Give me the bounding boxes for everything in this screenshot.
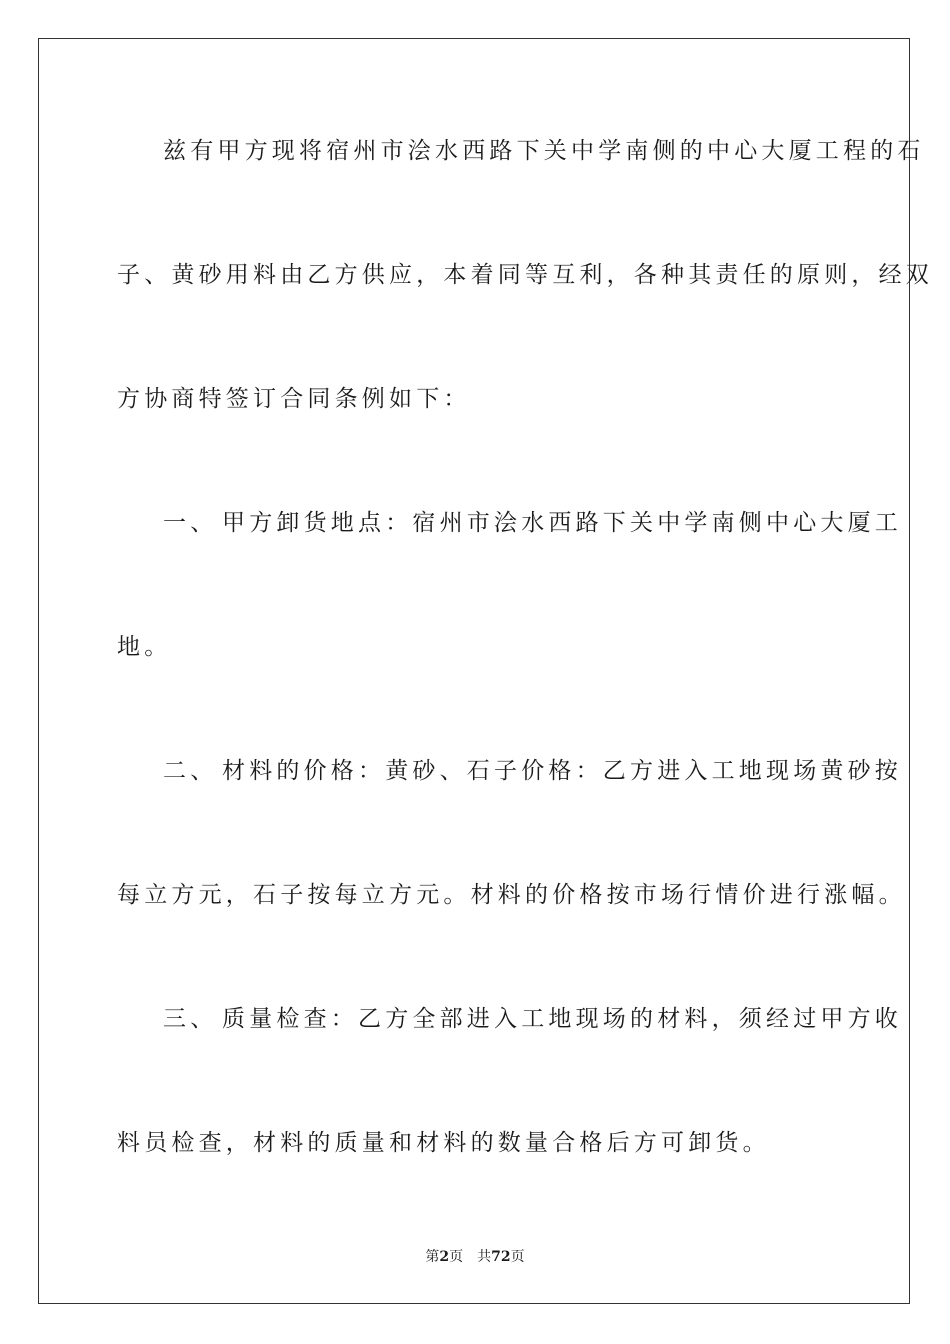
clause-number: 一、 bbox=[163, 510, 218, 536]
paragraph-intro-line-1 bbox=[117, 136, 925, 166]
clause-3-line-1 bbox=[117, 1004, 902, 1034]
total-suffix: 页 bbox=[510, 1249, 525, 1265]
text-line: 甲方卸货地点：宿州市浍水西路下关中学南侧中心大厦工 bbox=[222, 510, 902, 536]
paragraph-intro-line-2 bbox=[117, 260, 933, 290]
clause-2-line-2 bbox=[117, 880, 906, 910]
page-suffix: 页 bbox=[449, 1249, 464, 1265]
total-pages: 72 bbox=[491, 1249, 511, 1265]
clause-number: 二、 bbox=[163, 758, 218, 784]
paragraph-intro-line-3 bbox=[117, 384, 833, 414]
text-line: 质量检查：乙方全部进入工地现场的材料，须经过甲方收 bbox=[222, 1006, 902, 1032]
text-line: 料员检查，材料的质量和材料的数量合格后方可卸货。 bbox=[117, 1130, 770, 1156]
page-footer bbox=[0, 1248, 950, 1266]
page-number: 2 bbox=[439, 1249, 450, 1265]
clause-3-line-2 bbox=[117, 1128, 833, 1158]
text-line: 兹有甲方现将宿州市浍水西路下关中学南侧的中心大厦工程的石 bbox=[163, 138, 925, 164]
clause-1-line-2 bbox=[117, 632, 833, 662]
text-line: 方协商特签订合同条例如下： bbox=[117, 386, 471, 412]
text-line: 每立方元，石子按每立方元。材料的价格按市场行情价进行涨幅。 bbox=[117, 882, 906, 908]
page-prefix: 第 bbox=[425, 1249, 440, 1265]
clause-2-line-1 bbox=[117, 756, 902, 786]
text-line: 材料的价格：黄砂、石子价格：乙方进入工地现场黄砂按 bbox=[222, 758, 902, 784]
page-border bbox=[38, 38, 910, 1304]
clause-1-line-1 bbox=[117, 508, 902, 538]
total-prefix: 共 bbox=[477, 1249, 492, 1265]
text-line: 地。 bbox=[117, 634, 172, 660]
text-line: 子、黄砂用料由乙方供应，本着同等互利，各种其责任的原则，经双 bbox=[117, 262, 933, 288]
clause-number: 三、 bbox=[163, 1006, 218, 1032]
